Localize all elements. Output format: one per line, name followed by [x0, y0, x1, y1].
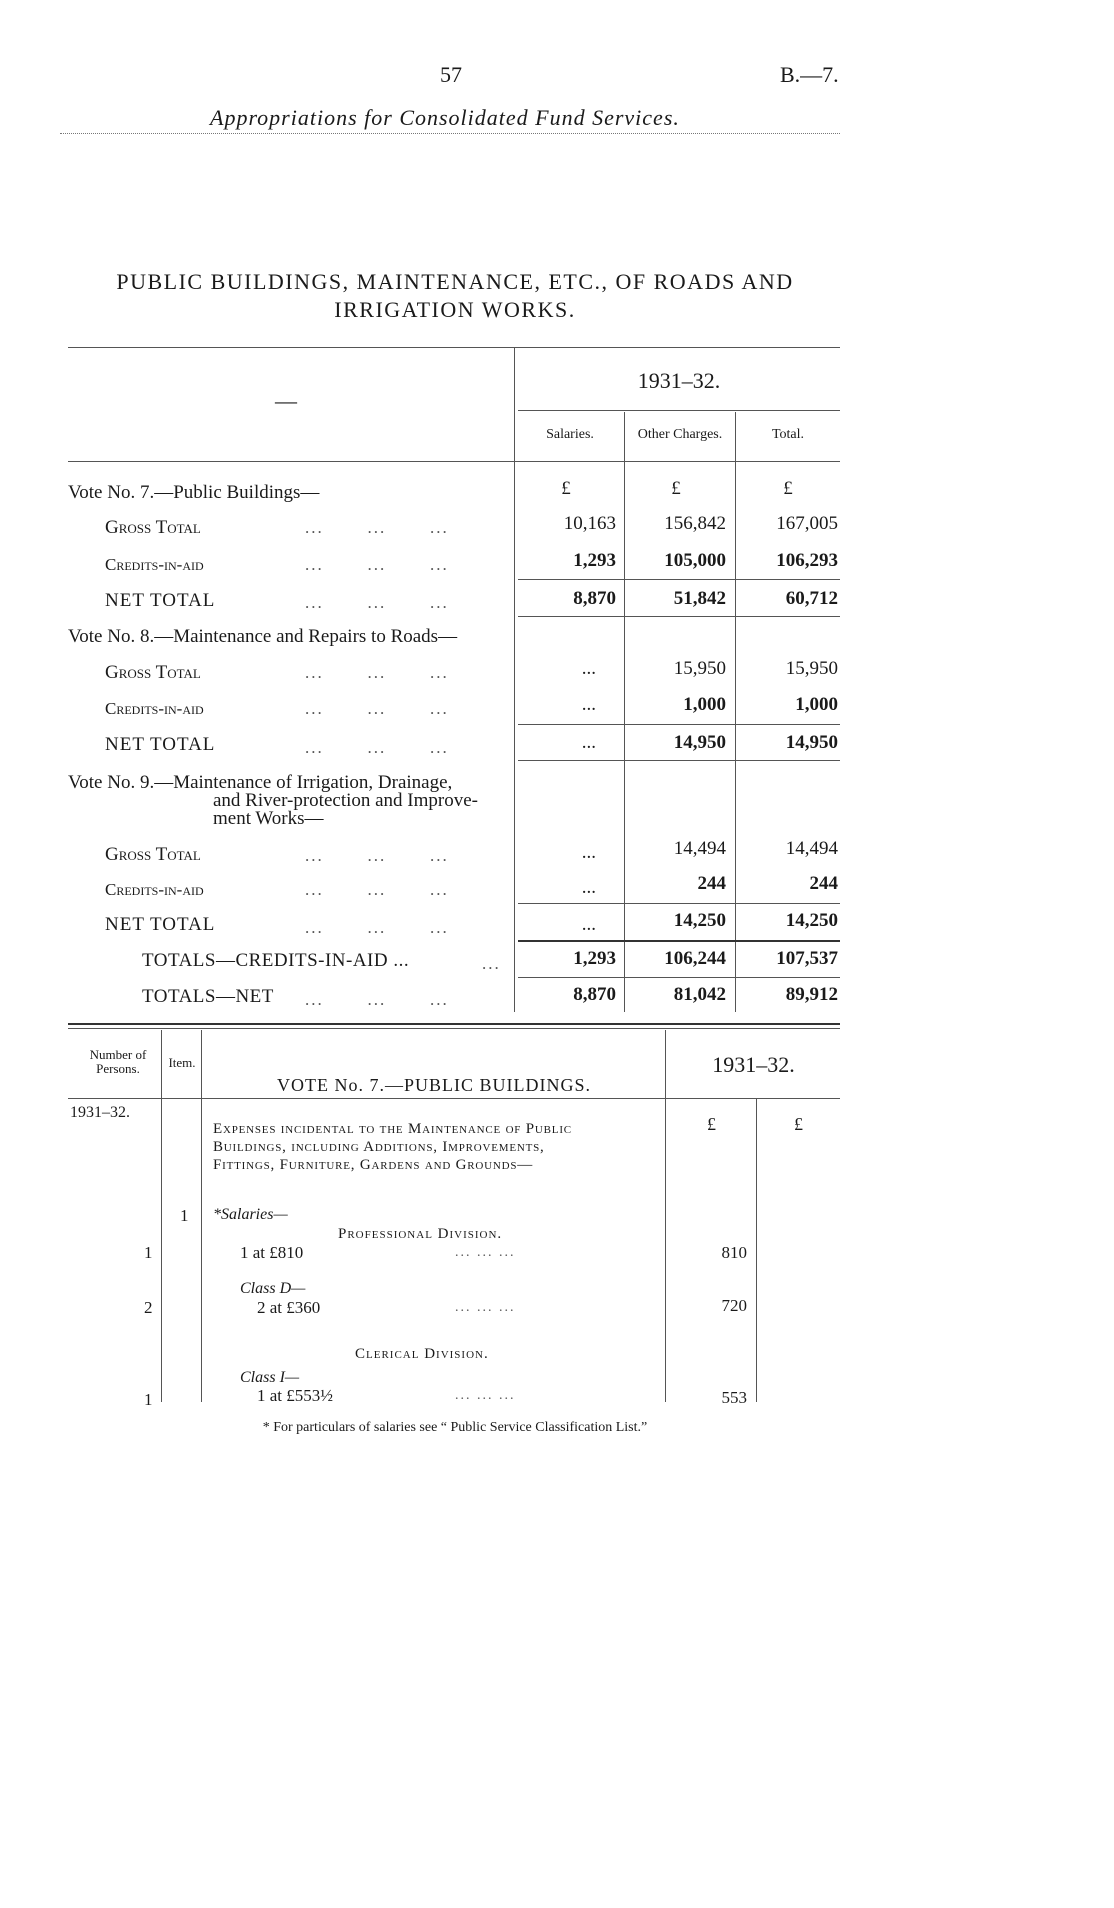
vote-9-credits-other: 244 [697, 873, 726, 894]
page-title-line-1: PUBLIC BUILDINGS, MAINTENANCE, ETC., OF ROADS AND [116, 269, 794, 294]
vote-8-credits-other: 1,000 [683, 694, 726, 715]
col-total: Total. [771, 427, 805, 442]
row-1-amount: 810 [721, 1243, 747, 1262]
expenses-line-3: Fittings, Furniture, Gardens and Grounds— [213, 1157, 534, 1173]
class-i-label: Class I— [240, 1369, 300, 1386]
leader-dots: ... ... ... [455, 1388, 516, 1403]
leader-dots: ... ... ... [305, 918, 449, 937]
vote-7-heading: Vote No. 7.—Public Buildings— [68, 482, 320, 503]
row-2-text: 2 at £360 [257, 1298, 321, 1317]
leader-dots: ... ... ... [455, 1245, 516, 1260]
detail-currency-2: £ [794, 1114, 803, 1134]
vote-9-gross-label: Gross Total [105, 844, 201, 865]
totals-credits-total: 107,537 [776, 948, 838, 969]
vote-9-gross-total: 14,494 [785, 838, 838, 859]
footnote: * For particulars of salaries see “ Public Service Classification List.” [262, 1420, 648, 1435]
vote-8-credits-salaries: ... [581, 694, 596, 715]
header-rule [60, 133, 840, 134]
rule [518, 977, 840, 978]
totals-rule [518, 940, 840, 942]
vote-7-credits-salaries: 1,293 [573, 550, 616, 571]
detail-header-rule [68, 1098, 840, 1099]
totals-credits-other: 106,244 [664, 948, 726, 969]
vote-9-heading-line-2: and River-protection and Improve- [213, 790, 478, 811]
vote-7-gross-label: Gross Total [105, 517, 201, 538]
leader-dots: ... ... ... [305, 663, 449, 682]
col-item: Item. [168, 1055, 196, 1070]
row-2-amount: 720 [721, 1296, 747, 1315]
leader-dots: ... ... ... [305, 699, 449, 718]
vote-7-net-salaries: 8,870 [573, 588, 616, 609]
vote-7-net-other: 51,842 [673, 588, 726, 609]
year-underline [518, 410, 840, 411]
rule [518, 724, 840, 725]
item-col-divider [201, 1030, 202, 1402]
vote-9-net-total: 14,250 [785, 910, 838, 931]
col-other-charges: Other Charges. [637, 427, 723, 442]
rule [518, 616, 840, 617]
vote-7-credits-total: 106,293 [776, 550, 838, 571]
page-number: 57 [440, 62, 462, 87]
summary-divider-main [514, 347, 515, 1012]
vote-9-net-salaries: ... [581, 914, 596, 935]
vote-7-net-total: 60,712 [785, 588, 838, 609]
vote-9-net-label: NET TOTAL [105, 914, 216, 935]
detail-year-persons: 1931–32. [70, 1104, 130, 1121]
vote-7-credits-label: Credits-in-aid [105, 555, 204, 574]
leader-dots: ... ... ... [455, 1300, 516, 1315]
vote-8-gross-label: Gross Total [105, 662, 201, 683]
vote-8-net-total: 14,950 [785, 732, 838, 753]
salaries-label: *Salaries— [213, 1206, 288, 1223]
col-divider-1 [624, 412, 625, 1012]
vote-8-gross-total: 15,950 [785, 658, 838, 679]
stub-dash: — [275, 388, 297, 413]
vote-7-gross-salaries: 10,163 [563, 513, 616, 534]
vote-9-gross-other: 14,494 [673, 838, 726, 859]
detail-year: 1931–32. [712, 1052, 795, 1077]
leader-dots: ... ... ... [305, 880, 449, 899]
summary-top-rule [68, 347, 840, 348]
col-divider-2 [735, 412, 736, 1012]
totals-credits-salaries: 1,293 [573, 948, 616, 969]
row-1-text: 1 at £810 [240, 1243, 304, 1262]
rule [518, 903, 840, 904]
currency-total: £ [783, 478, 793, 499]
section-divider-thin [68, 1028, 840, 1029]
leader-dots: ... ... ... [305, 990, 449, 1009]
vote-9-gross-salaries: ... [581, 842, 596, 863]
leader-dots: ... [482, 954, 501, 973]
leader-dots: ... ... ... [305, 593, 449, 612]
vote-8-net-label: NET TOTAL [105, 734, 216, 755]
vote-7-credits-other: 105,000 [664, 550, 726, 571]
page-title [0, 268, 910, 324]
expenses-heading [213, 1120, 572, 1174]
col-number-of-persons: Number of Persons. [89, 1047, 147, 1076]
vote-9-credits-total: 244 [809, 873, 838, 894]
vote-9-credits-label: Credits-in-aid [105, 880, 204, 899]
rule [518, 760, 840, 761]
leader-dots: ... ... ... [305, 518, 449, 537]
detail-currency-1: £ [707, 1114, 716, 1134]
totals-net-salaries: 8,870 [573, 984, 616, 1005]
persons-col-divider [161, 1030, 162, 1402]
amount-col-divider [665, 1030, 666, 1402]
vote-9-heading-line-3: ment Works— [213, 808, 324, 829]
vote-8-net-other: 14,950 [673, 732, 726, 753]
vote-8-gross-other: 15,950 [673, 658, 726, 679]
leader-dots: ... ... ... [305, 846, 449, 865]
amount-col-divider-2 [756, 1098, 757, 1402]
vote-7-title: VOTE No. 7.—PUBLIC BUILDINGS. [277, 1075, 591, 1095]
vote-9-credits-salaries: ... [581, 877, 596, 898]
vote-9-heading-line-1: Vote No. 9.—Maintenance of Irrigation, Drainage, [68, 772, 453, 793]
row-3-persons: 1 [144, 1390, 153, 1409]
totals-net-label: TOTALS—NET [142, 986, 274, 1007]
totals-credits-label: TOTALS—CREDITS-IN-AID ... [142, 950, 410, 971]
vote-8-net-salaries: ... [581, 732, 596, 753]
section-divider [68, 1023, 840, 1025]
header-bottom-rule [68, 461, 840, 462]
vote-8-credits-label: Credits-in-aid [105, 699, 204, 718]
page-title-line-2: IRRIGATION WORKS. [334, 297, 576, 322]
vote-7-net-label: NET TOTAL [105, 590, 216, 611]
row-3-amount: 553 [721, 1388, 747, 1407]
vote-8-gross-salaries: ... [581, 658, 596, 679]
expenses-line-1: Expenses incidental to the Maintenance of Public [213, 1121, 572, 1137]
rule [518, 579, 840, 580]
vote-8-heading: Vote No. 8.—Maintenance and Repairs to Roads— [68, 626, 458, 647]
totals-net-total: 89,912 [785, 984, 838, 1005]
currency-salaries: £ [561, 478, 571, 499]
document-reference: B.—7. [780, 62, 839, 87]
item-number: 1 [180, 1206, 189, 1225]
leader-dots: ... ... ... [305, 555, 449, 574]
row-3-text: 1 at £553½ [257, 1386, 334, 1405]
col-salaries: Salaries. [546, 427, 594, 442]
currency-other: £ [671, 478, 681, 499]
summary-year: 1931–32. [637, 368, 721, 393]
totals-net-other: 81,042 [673, 984, 726, 1005]
class-d-label: Class D— [240, 1280, 306, 1297]
vote-9-net-other: 14,250 [673, 910, 726, 931]
clerical-division: Clerical Division. [355, 1346, 489, 1362]
vote-7-gross-other: 156,842 [664, 513, 726, 534]
vote-7-gross-total: 167,005 [776, 513, 838, 534]
row-2-persons: 2 [144, 1298, 153, 1317]
vote-8-credits-total: 1,000 [795, 694, 838, 715]
running-title: Appropriations for Consolidated Fund Services. [210, 105, 680, 130]
professional-division: Professional Division. [338, 1226, 503, 1242]
row-1-persons: 1 [144, 1243, 153, 1262]
leader-dots: ... ... ... [305, 738, 449, 757]
expenses-line-2: Buildings, including Additions, Improvements, [213, 1139, 545, 1155]
